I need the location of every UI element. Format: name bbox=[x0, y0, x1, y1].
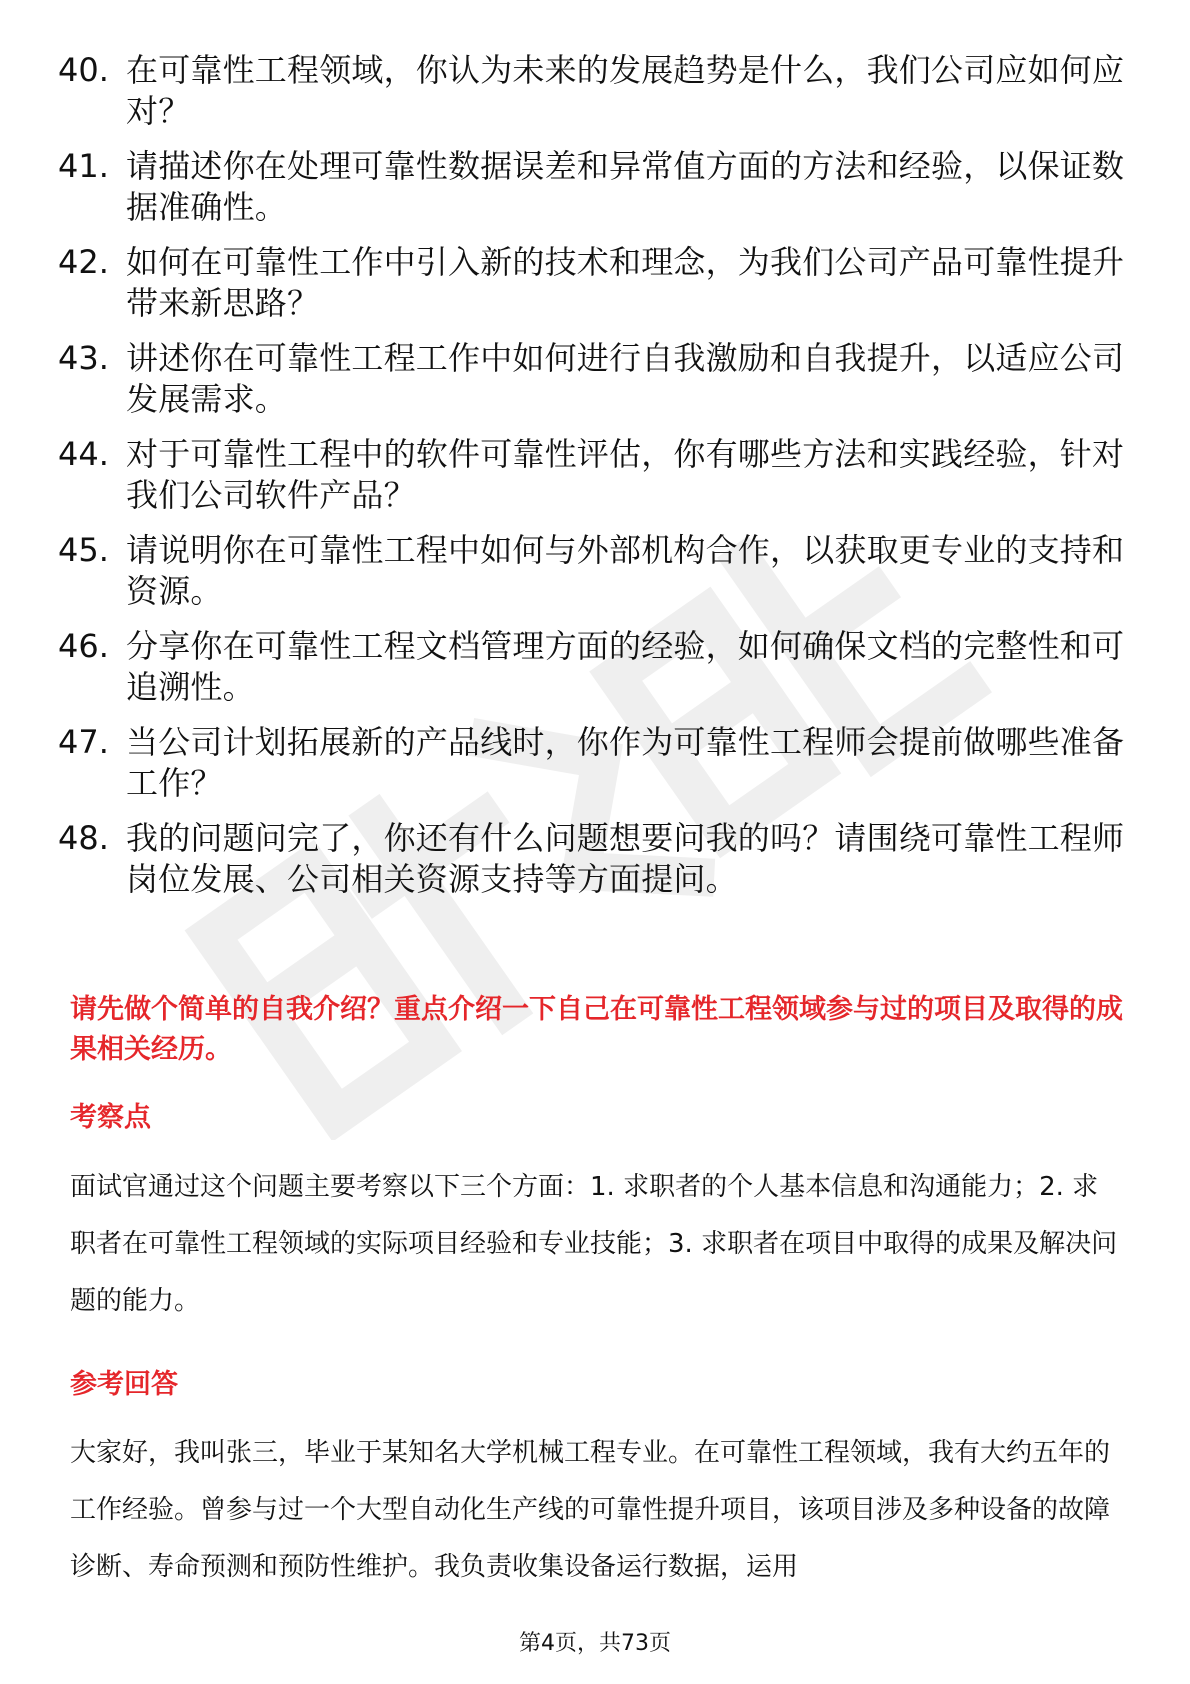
featured-question: 请先做个简单的自我介绍？重点介绍一下自己在可靠性工程领域参与过的项目及取得的成果相关经历。 bbox=[70, 994, 1123, 1065]
item-number: 44. bbox=[58, 435, 109, 473]
item-text: 对于可靠性工程中的软件可靠性评估，你有哪些方法和实践经验，针对我们公司软件产品？ bbox=[126, 435, 1125, 514]
assessment-text: 面试官通过这个问题主要考察以下三个方面：1. 求职者的个人基本信息和沟通能力；2. 求职者在可靠性工程领域的实际项目经验和专业技能；3. 求职者在项目中取得的成果及解决问题的能力。 bbox=[70, 1172, 1118, 1316]
item-number: 41. bbox=[58, 147, 109, 185]
reference-text: 大家好，我叫张三，毕业于某知名大学机械工程专业。在可靠性工程领域，我有大约五年的工作经验。曾参与过一个大型自动化生产线的可靠性提升项目，该项目涉及多种设备的故障诊断、寿命预测和预防性维护。我负责收集设备运行数据，运用 bbox=[70, 1438, 1111, 1582]
item-number: 43. bbox=[58, 339, 109, 377]
item-text: 分享你在可靠性工程文档管理方面的经验，如何确保文档的完整性和可追溯性。 bbox=[126, 627, 1125, 706]
item-text: 请描述你在处理可靠性数据误差和异常值方面的方法和经验，以保证数据准确性。 bbox=[126, 147, 1125, 226]
item-number: 46. bbox=[58, 627, 109, 665]
item-number: 47. bbox=[58, 723, 109, 761]
item-text: 讲述你在可靠性工程工作中如何进行自我激励和自我提升，以适应公司发展需求。 bbox=[126, 339, 1125, 418]
reference-heading: 参考回答 bbox=[70, 1369, 178, 1400]
assessment-heading: 考察点 bbox=[70, 1102, 151, 1133]
page-footer: 第4页，共73页 bbox=[519, 1631, 671, 1656]
item-number: 40. bbox=[58, 51, 109, 89]
item-number: 48. bbox=[58, 819, 109, 857]
item-number: 45. bbox=[58, 531, 109, 569]
item-text: 我的问题问完了，你还有什么问题想要问我的吗？请围绕可靠性工程师岗位发展、公司相关资源支持等方面提问。 bbox=[126, 819, 1125, 898]
item-text: 在可靠性工程领域，你认为未来的发展趋势是什么，我们公司应如何应对？ bbox=[126, 51, 1125, 130]
item-text: 请说明你在可靠性工程中如何与外部机构合作，以获取更专业的支持和资源。 bbox=[126, 531, 1125, 610]
item-text: 当公司计划拓展新的产品线时，你作为可靠性工程师会提前做哪些准备工作？ bbox=[126, 723, 1125, 802]
item-number: 42. bbox=[58, 243, 109, 281]
item-text: 如何在可靠性工作中引入新的技术和理念，为我们公司产品可靠性提升带来新思路？ bbox=[126, 243, 1125, 322]
